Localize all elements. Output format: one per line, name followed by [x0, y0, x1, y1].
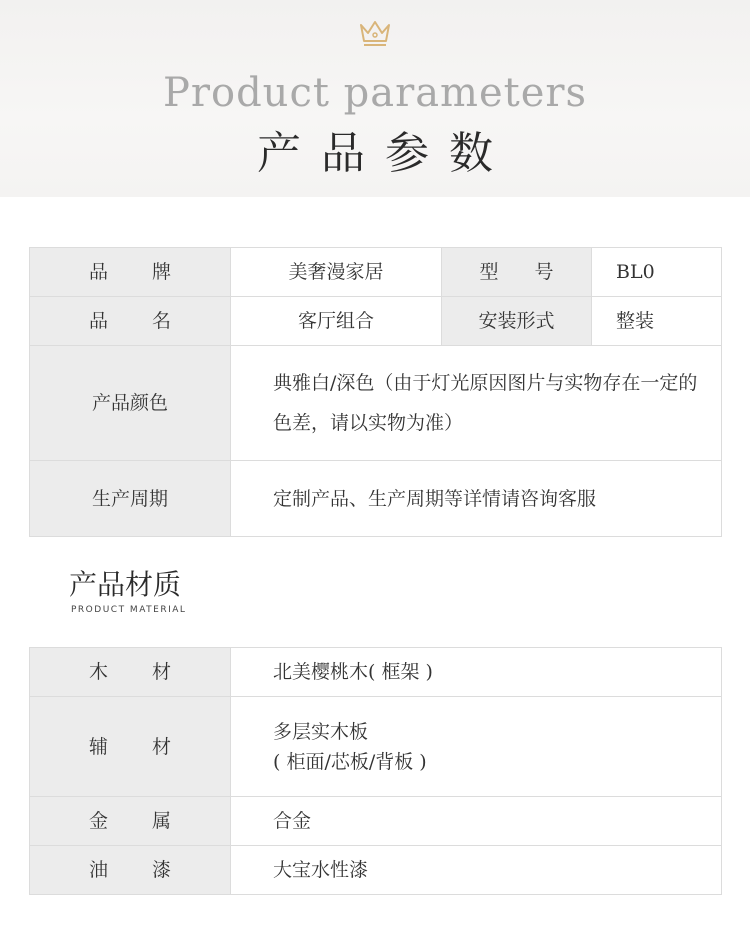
material-label: 木材	[30, 648, 231, 697]
material-value-line: 多层实木板	[273, 720, 369, 743]
table-row	[30, 697, 722, 797]
table-row	[30, 248, 722, 297]
param-label: 产品颜色	[30, 346, 231, 461]
material-label: 辅材	[30, 697, 231, 797]
header-banner	[0, 0, 750, 197]
table-row	[30, 797, 722, 846]
page-title-cn: 产品参数	[257, 128, 513, 179]
param-value: BL0	[592, 248, 722, 297]
section-subtitle: PRODUCT MATERIAL	[71, 605, 187, 615]
param-value: 定制产品、生产周期等详情请咨询客服	[231, 461, 722, 537]
param-label: 型号	[442, 248, 592, 297]
params-table	[29, 247, 722, 537]
param-value: 客厅组合	[231, 297, 442, 346]
param-label: 生产周期	[30, 461, 231, 537]
crown-icon	[358, 19, 392, 47]
table-row	[30, 346, 722, 461]
param-value: 整装	[592, 297, 722, 346]
table-row	[30, 846, 722, 895]
param-value: 典雅白/深色（由于灯光原因图片与实物存在一定的色差，请以实物为准）	[231, 346, 722, 461]
material-value-line: ( 柜面/芯板/背板 )	[273, 750, 427, 773]
material-value	[231, 697, 722, 797]
table-row	[30, 648, 722, 697]
param-value: 美奢漫家居	[231, 248, 442, 297]
material-value: 大宝水性漆	[231, 846, 722, 895]
param-label: 安装形式	[442, 297, 592, 346]
param-label: 品牌	[30, 248, 231, 297]
section-title: 产品材质	[69, 568, 182, 601]
page-title-en: Product parameters	[162, 70, 588, 116]
param-label: 品名	[30, 297, 231, 346]
material-value: 北美樱桃木( 框架 )	[231, 648, 722, 697]
material-label: 油漆	[30, 846, 231, 895]
table-row	[30, 297, 722, 346]
material-table	[29, 647, 722, 895]
material-label: 金属	[30, 797, 231, 846]
table-row	[30, 461, 722, 537]
material-value: 合金	[231, 797, 722, 846]
